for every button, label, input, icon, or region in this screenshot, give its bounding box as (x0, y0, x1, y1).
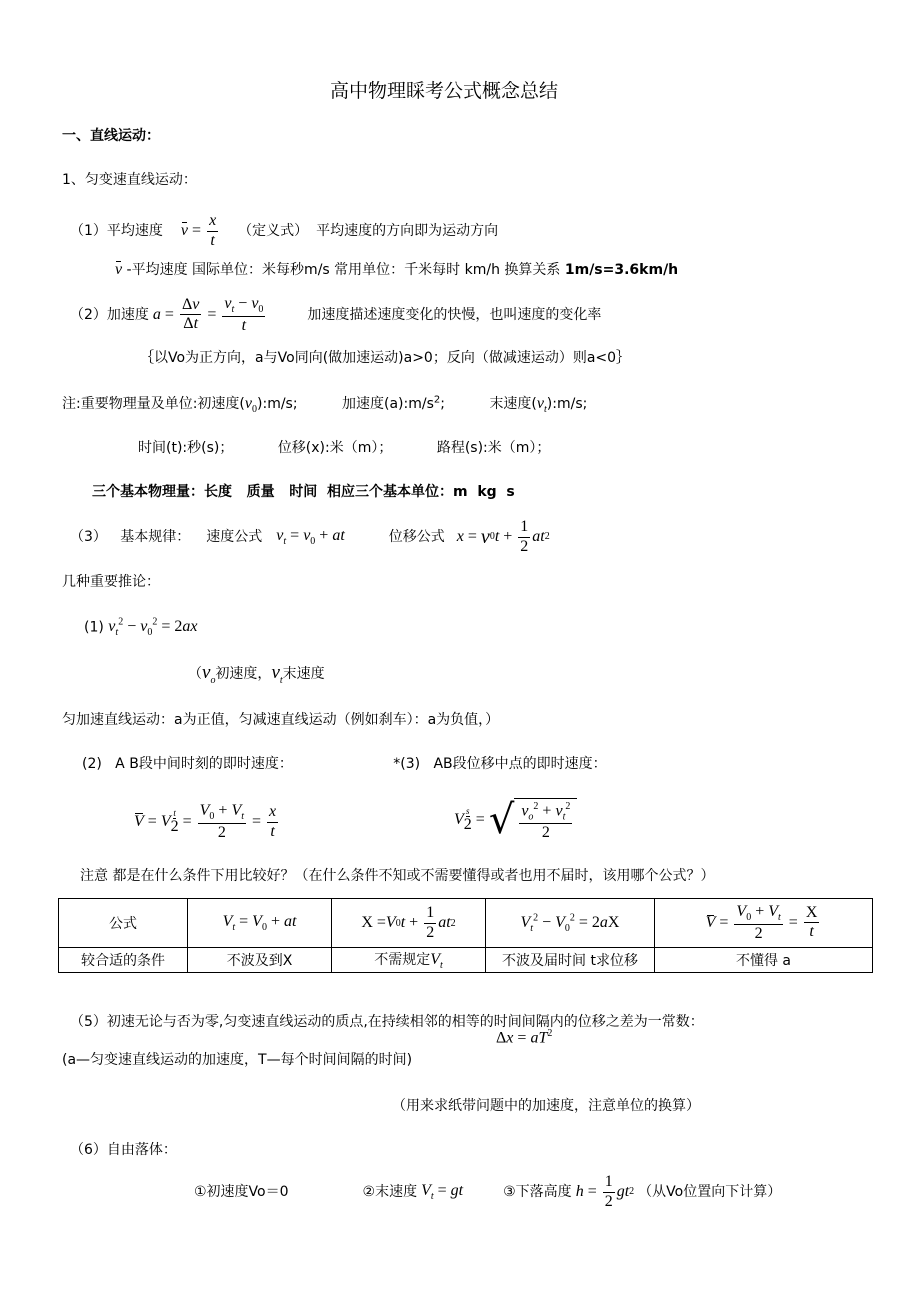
free-fall-formulas (194, 1168, 781, 1216)
table-header-condition: 较合适的条件 (59, 948, 188, 973)
mid-time-velocity-label: (2) A B段中间时刻的即时速度： (82, 756, 293, 772)
inference-1-label: (1) (84, 619, 104, 636)
acceleration-sign-note: ｛以Vo为正方向，a与Vo同向(做加速运动)a>0；反向（做减速运动）则a<0｝ (140, 350, 631, 366)
table-formula-average: V = $\frac{V_0 + V_t}{2}$ = $\frac{X}{t}$ (655, 899, 873, 948)
tape-problem-note: （用来求纸带问题中的加速度，注意单位的换算） (392, 1098, 700, 1114)
free-fall-height-formula: h = $\frac{1}{2}$ gt 2 (575, 1173, 635, 1210)
table-cell: 不波及到X (188, 948, 332, 973)
free-fall-final-velocity-label: ②末速度 (362, 1183, 418, 1200)
final-velocity-unit: 末速度( (489, 396, 537, 412)
inferences-heading: 几种重要推论： (62, 574, 160, 590)
constant-difference-line: （5）初速无论与否为零,匀变速直线运动的质点,在持续相邻的相等的时间间隔内的位移之差为一常数： (70, 1014, 704, 1030)
displacement-unit: 位移(x):米（m）； (277, 440, 393, 456)
table-cell: 不波及届时间 t求位移 (486, 948, 655, 973)
free-fall-height-label: ③下落高度 (503, 1183, 572, 1200)
path-unit: 路程(s):米（m）； (436, 440, 551, 456)
definition-tag: （定义式） (238, 222, 309, 239)
paren-open: （ (188, 666, 202, 682)
displacement-formula-label: 位移公式 (388, 528, 445, 545)
uniform-motion-line: 匀加速直线运动：a为正值，匀减速直线运动（例如刹车）：a为负值，） (62, 712, 500, 728)
velocity-formula: $v_t = v_0$ + at (276, 526, 345, 548)
subsection-heading: 1、匀变速直线运动： (62, 172, 197, 188)
acceleration-desc: 加速度描述速度变化的快慢，也叫速度的变化率 (307, 306, 602, 323)
time-unit: 时间(t):秒(s)； (138, 440, 234, 456)
units-text: -平均速度 国际单位：米每秒m/s 常用单位：千米每时 km/h 换算关系 (122, 262, 565, 278)
v0-symbol: $v_0$ (244, 395, 258, 416)
avg-velocity-formula: v = $\frac{x}{t}$ (180, 212, 217, 249)
table-header-formula: 公式 (59, 899, 188, 948)
final-velocity-unit-end: ):m/s; (546, 396, 588, 412)
table-cell-text: 不需规定 (374, 951, 431, 968)
avg-velocity-desc: 平均速度的方向即为运动方向 (316, 222, 499, 239)
initial-velocity-note: 初速度， (215, 666, 272, 682)
free-fall-final-velocity-formula: $V_t$ = gt (421, 1181, 464, 1203)
vt-symbol: $v_t$ (536, 395, 547, 416)
table-cell: 不懂得 a (655, 948, 873, 973)
free-fall-heading: （6）自由落体： (70, 1142, 177, 1158)
initial-velocity-unit-end: ):m/s; (257, 396, 298, 412)
inference-1-formula: $v_t^2 - v_0^2 = 2ax$ (108, 617, 198, 639)
squared-sup: 2 (433, 394, 441, 406)
units-line (115, 260, 678, 279)
unit-conversion: 1m/s=3.6km/h (564, 262, 679, 278)
acceleration-unit-end: ; (440, 396, 445, 412)
avg-velocity-symbol: v (115, 261, 123, 278)
table-row (59, 899, 873, 948)
inference-1-note (188, 662, 325, 687)
midpoint-line (82, 756, 607, 773)
page-title: 高中物理睬考公式概念总结 (330, 80, 559, 102)
basic-laws-line (70, 512, 550, 562)
table-formula-velocity: $V_t = V_0$ + at (188, 899, 332, 948)
mid-displacement-velocity-formula: V s 2 = √ $\frac{v_o^2 + v_t^2}{2}$ (454, 792, 577, 848)
final-velocity-note: 末速度 (282, 666, 325, 682)
acceleration-label: （2）加速度 (70, 306, 149, 323)
basic-laws-label: （3） 基本规律： (70, 528, 191, 545)
acceleration-unit: 加速度(a):m/s (342, 396, 434, 412)
mid-displacement-velocity-label: *(3) AB段位移中点的即时速度： (393, 756, 607, 772)
table-formula-velocity-squared: $V_t^2 - V_0^2 = 2aX$ (486, 899, 655, 948)
time-distance-units-line (138, 440, 550, 457)
quantities-units-line (62, 394, 587, 416)
mid-time-velocity-formula: V = V t 2 = $\frac{V_0 + V_t}{2}$ = $\frac{x}{t}$ (134, 801, 277, 841)
acceleration-line (70, 290, 601, 340)
free-fall-initial-velocity: ①初速度Vo＝0 (194, 1183, 289, 1200)
section-heading: 一、直线运动： (62, 128, 160, 144)
constant-difference-note: (a—匀变速直线运动的加速度，T—每个时间间隔的时间) (62, 1052, 413, 1068)
avg-velocity-label: （1）平均速度 (70, 222, 163, 239)
table-formula-displacement: X = V 0 t + $\frac{1}{2}$ at 2 (332, 899, 486, 948)
formula-table (58, 898, 873, 973)
inference-1 (84, 617, 197, 640)
displacement-formula: x = v 0 t + $\frac{1}{2}$ at 2 (456, 518, 550, 555)
constant-difference-formula: $\Delta x = aT^2$ (496, 1028, 553, 1047)
base-quantities-line: 三个基本物理量：长度 质量 时间 相应三个基本单位：m kg s (92, 484, 515, 500)
initial-velocity-unit: 注:重要物理量及单位:初速度( (62, 396, 245, 412)
conditions-question: 注意 都是在什么条件下用比较好？（在什么条件不知或不需要懂得或者也用不届时，该用哪个公式？） (80, 868, 715, 884)
table-cell: 不需规定$V_t$ (332, 948, 486, 973)
free-fall-height-note: （从Vo位置向下计算） (638, 1183, 782, 1200)
table-row (59, 948, 873, 973)
velocity-formula-label: 速度公式 (206, 528, 263, 545)
avg-velocity-line (70, 206, 498, 256)
vo-symbol: $v_o$ (202, 662, 216, 686)
acceleration-formula: a = $\frac{\Delta v}{\Delta t}$ = $\frac{v_t - v_0}{t}$ (152, 294, 264, 334)
vt-note-symbol: $v_t$ (271, 662, 283, 686)
